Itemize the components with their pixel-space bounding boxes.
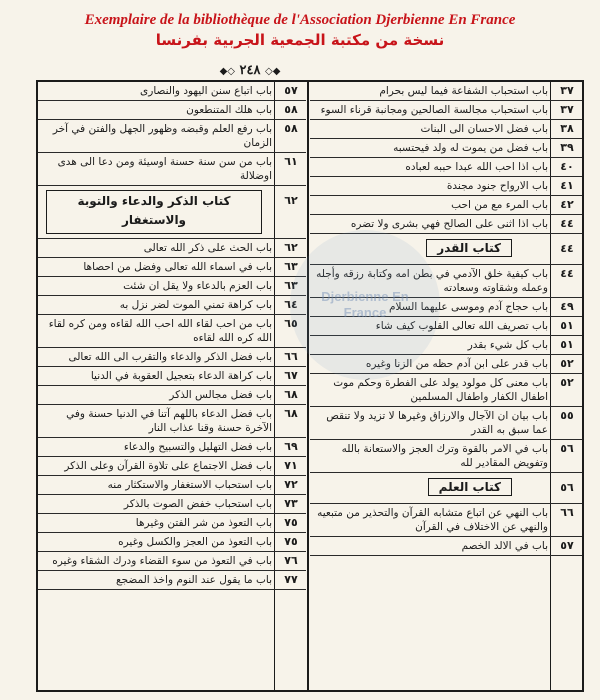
ornament-left-icon: ◆◇ <box>219 66 235 77</box>
entry-title: باب استحباب مجالسة الصالحين ومجانبة قرناء السوء <box>320 104 548 116</box>
toc-entry <box>310 336 582 355</box>
toc-entry <box>310 374 582 407</box>
toc-entry <box>310 504 582 537</box>
left-column <box>38 82 306 690</box>
entry-page-number: ٦٦ <box>560 506 574 519</box>
entry-page-number: ٧٥ <box>284 535 298 548</box>
entry-page-number: ٦١ <box>284 155 298 168</box>
entry-page-number: ٤٠ <box>560 160 574 173</box>
stamp-text: Djerbienne En France <box>321 289 409 320</box>
entry-page-number: ٥٦ <box>560 442 574 455</box>
entry-page-number: ٦٧ <box>284 369 298 382</box>
entry-title: باب من احب لقاء الله احب الله لقاءه ومن كره لقاء الله كره الله لقاءه <box>48 318 272 344</box>
entry-title: باب الارواح جنود مجندة <box>446 180 548 192</box>
entry-title: باب فضل مجالس الذكر <box>169 389 272 401</box>
entry-title: باب في الامر بالقوة وترك العجز والاستعانة بالله وتفويض المقادير لله <box>341 443 548 469</box>
toc-entry <box>310 440 582 473</box>
entry-title: باب التعوذ من العجز والكسل وغيره <box>118 536 272 548</box>
entry-title: باب ما يقول عند النوم واخذ المضجع <box>116 574 272 586</box>
entry-title: باب بيان ان الآجال والارزاق وغيرها لا تزيد ولا تنقص عما سبق به القدر <box>326 410 548 436</box>
page-number-value: ٢٤٨ <box>239 63 261 78</box>
entry-title: باب التعوذ من شر الفتن وغيرها <box>135 517 272 529</box>
entry-title: باب اذا اثنى على الصالح فهي بشرى ولا تضره <box>350 218 548 230</box>
section-heading <box>310 473 582 504</box>
entry-title: باب رفع العلم وقبضه وظهور الجهل والفتن في آخر الزمان <box>52 123 272 149</box>
toc-entry <box>310 82 582 101</box>
entry-title: باب معنى كل مولود يولد على الفطرة وحكم موت اطفال الكفار واطفال المسلمين <box>333 377 548 403</box>
entry-page-number: ٥٧ <box>284 84 298 97</box>
section-title: كتاب القدر <box>426 239 512 257</box>
entry-page-number: ٥٢ <box>560 376 574 389</box>
entry-page-number: ٣٨ <box>560 122 574 135</box>
toc-entry <box>38 239 306 258</box>
page-number <box>200 63 300 78</box>
toc-entry <box>38 367 306 386</box>
entry-page-number: ٤٤ <box>560 217 574 230</box>
toc-entry <box>38 82 306 101</box>
toc-entry <box>310 215 582 234</box>
toc-entry <box>38 386 306 405</box>
toc-entry <box>310 298 582 317</box>
section-title: كتاب العلم <box>428 478 512 496</box>
entry-title: باب من سن سنة حسنة اوسيئة ومن دعا الى هدى اوضلالة <box>57 156 272 182</box>
toc-entry <box>310 407 582 440</box>
entry-title: باب في التعوذ من سوء القضاء ودرك الشقاء وغيره <box>52 555 272 567</box>
toc-entry <box>38 457 306 476</box>
entry-title: باب الحث على ذكر الله تعالى <box>143 242 272 254</box>
toc-entry <box>38 533 306 552</box>
toc-entry <box>38 495 306 514</box>
entry-page-number: ٦٦ <box>284 350 298 363</box>
entry-page-number: ٤٩ <box>560 300 574 313</box>
entry-title: باب قدر على ابن آدم حظه من الزنا وغيره <box>365 358 548 370</box>
entry-title: باب استحباب الاستغفار والاستكثار منه <box>107 479 272 491</box>
entry-title: باب كراهة الدعاء بتعجيل العقوبة في الدنيا <box>90 370 272 382</box>
toc-entry <box>310 177 582 196</box>
entry-title: باب كيفية خلق الآدمي في بطن امه وكتابة رزقه وأجله وعمله وشقاوته وسعادته <box>316 268 548 294</box>
toc-entry <box>38 315 306 348</box>
entry-title: باب فضل الذكر والدعاء والتقرب الى الله تعالى <box>68 351 272 363</box>
toc-entry <box>38 571 306 590</box>
toc-entry <box>38 258 306 277</box>
entry-title: باب المرء مع من احب <box>451 199 548 211</box>
section-page-number: ٦٢ <box>284 194 298 207</box>
toc-entry <box>310 537 582 556</box>
entry-page-number: ٦٣ <box>284 260 298 273</box>
entry-page-number: ٦٥ <box>284 317 298 330</box>
entry-title: باب في الالد الخصم <box>461 540 548 552</box>
entry-page-number: ٦٨ <box>284 388 298 401</box>
entry-title: باب استحباب خفض الصوت بالذكر <box>123 498 272 510</box>
entry-page-number: ٦٢ <box>284 241 298 254</box>
entry-title: باب هلك المتنطعون <box>186 104 272 116</box>
entry-page-number: ٤٢ <box>560 198 574 211</box>
entry-page-number: ٣٧ <box>560 84 574 97</box>
toc-entry <box>38 514 306 533</box>
entry-page-number: ٥٧ <box>560 539 574 552</box>
toc-entry <box>310 158 582 177</box>
library-header-french: Exemplaire de la bibliothèque de l'Association Djerbienne En France <box>84 12 516 28</box>
section-heading <box>310 234 582 265</box>
entry-page-number: ٧٧ <box>284 573 298 586</box>
toc-entry <box>38 120 306 153</box>
right-column <box>310 82 582 690</box>
entry-page-number: ٣٧ <box>560 103 574 116</box>
toc-entry <box>310 196 582 215</box>
library-header-arabic: نسخة من مكتبة الجمعية الجربية بفرنسا <box>155 31 445 49</box>
entry-title: باب العزم بالدعاء ولا يقل ان شئت <box>123 280 272 292</box>
entry-page-number: ٧٥ <box>284 516 298 529</box>
toc-entry <box>310 317 582 336</box>
entry-page-number: ٧٢ <box>284 478 298 491</box>
entry-title: باب النهي عن اتباع متشابه القرآن والتحذير من متبعيه والنهي عن الاختلاف في القرآن <box>317 507 548 533</box>
entry-title: باب اذا احب الله عبدا حببه لعباده <box>405 161 548 173</box>
section-heading <box>38 186 306 239</box>
entry-page-number: ٥٥ <box>560 409 574 422</box>
section-title: كتاب الذكر والدعاء والتوبة والاستغفار <box>46 190 262 234</box>
entry-page-number: ٧٣ <box>284 497 298 510</box>
toc-entry <box>310 101 582 120</box>
section-page-number: ٥٦ <box>560 481 574 494</box>
entry-title: باب فضل من يموت له ولد فيحتسبه <box>393 142 548 154</box>
toc-entry <box>38 438 306 457</box>
entry-page-number: ٥١ <box>560 319 574 332</box>
toc-entry <box>310 120 582 139</box>
entry-title: باب اتباع سنن اليهود والنصارى <box>140 85 272 97</box>
entry-title: باب استحباب الشفاعة فيما ليس بحرام <box>379 85 548 97</box>
toc-entry <box>38 101 306 120</box>
entry-title: باب فضل الدعاء باللهم آتنا في الدنيا حسنة وفي الآخرة حسنة وقنا عذاب النار <box>66 408 272 434</box>
entry-title: باب فضل الاحسان الى البنات <box>420 123 548 135</box>
entry-page-number: ٦٤ <box>284 298 298 311</box>
entry-title: باب فضل التهليل والتسبيح والدعاء <box>123 441 272 453</box>
entry-page-number: ٣٩ <box>560 141 574 154</box>
ornament-right-icon: ◇◆ <box>265 66 281 77</box>
entry-page-number: ٦٩ <box>284 440 298 453</box>
toc-entry <box>310 265 582 298</box>
toc-entry <box>38 296 306 315</box>
entry-page-number: ٤٤ <box>560 267 574 280</box>
toc-entry <box>38 405 306 438</box>
entry-title: باب فضل الاجتماع على تلاوة القرآن وعلى الذكر <box>64 460 272 472</box>
toc-entry <box>38 348 306 367</box>
entry-title: باب كل شيء بقدر <box>467 339 548 351</box>
entry-page-number: ٧١ <box>284 459 298 472</box>
entry-page-number: ٦٣ <box>284 279 298 292</box>
entry-page-number: ٦٨ <box>284 407 298 420</box>
toc-entry <box>38 476 306 495</box>
section-page-number: ٤٤ <box>560 242 574 255</box>
entry-title: باب كراهة تمني الموت لضر نزل به <box>119 299 272 311</box>
entry-title: باب في اسماء الله تعالى وفضل من احصاها <box>83 261 272 273</box>
entry-page-number: ٥١ <box>560 338 574 351</box>
entry-page-number: ٤١ <box>560 179 574 192</box>
toc-entry <box>38 552 306 571</box>
entry-page-number: ٥٨ <box>284 103 298 116</box>
entry-title: باب تصريف الله تعالى القلوب كيف شاء <box>375 320 548 332</box>
entry-page-number: ٥٨ <box>284 122 298 135</box>
toc-entry <box>310 355 582 374</box>
entry-page-number: ٧٦ <box>284 554 298 567</box>
toc-entry <box>38 277 306 296</box>
entry-title: باب حجاج آدم وموسى عليهما السلام <box>389 301 548 313</box>
toc-entry <box>38 153 306 186</box>
entry-page-number: ٥٢ <box>560 357 574 370</box>
column-divider <box>307 82 309 690</box>
toc-entry <box>310 139 582 158</box>
